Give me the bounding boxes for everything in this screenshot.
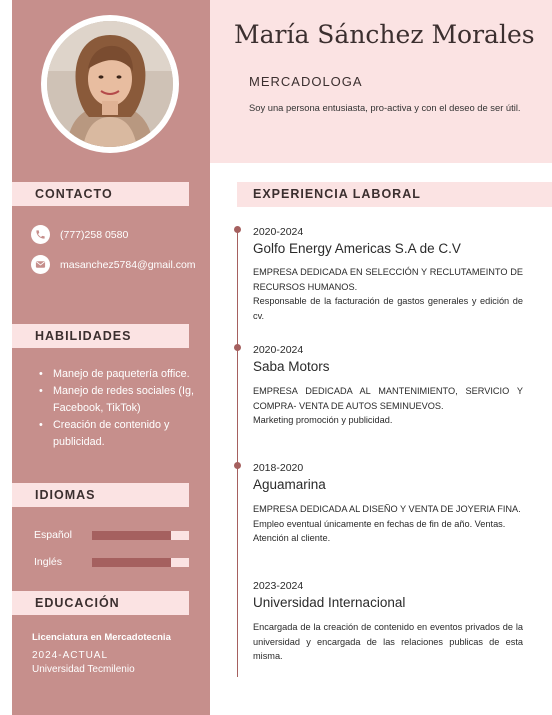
timeline-dot	[234, 462, 241, 469]
job-description	[253, 502, 523, 546]
job-years: 2023-2024	[253, 580, 304, 592]
education-degree: Licenciatura en Mercadotecnia	[32, 632, 171, 643]
timeline-dot	[234, 226, 241, 233]
job-company: Aguamarina	[253, 477, 326, 492]
profile-summary: Soy una persona entusiasta, pro-activa y con el deseo de ser útil.	[249, 102, 521, 113]
portrait-illustration	[47, 21, 173, 147]
education-years: 2024-ACTUAL	[32, 650, 109, 661]
job-description-line: EMPRESA DEDICADA EN SELECCIÓN Y RECLUTAMEINTO DE RECURSOS HUMANOS.	[253, 267, 523, 292]
language-level-fill	[92, 558, 171, 567]
contact-section-title: CONTACTO	[35, 187, 113, 201]
skill-item: • Creación de contenido y publicidad.	[39, 417, 199, 451]
experience-section-title: EXPERIENCIA LABORAL	[253, 187, 421, 201]
profile-photo	[47, 21, 173, 147]
full-name: María Sánchez Morales	[234, 20, 535, 49]
job-description-line: Encargada de la creación de contenido en eventos privados de la universidad y encargada de las relaciones publicas de esta misma.	[253, 622, 523, 662]
contact-phone[interactable]	[31, 225, 128, 244]
job-years: 2018-2020	[253, 462, 304, 474]
job-years: 2020-2024	[253, 344, 304, 356]
skills-section-title: HABILIDADES	[35, 329, 132, 343]
skills-list	[39, 366, 199, 451]
job-description	[253, 265, 523, 323]
job-description-line: Responsable de la facturación de gastos generales y edición de cv.	[253, 296, 523, 321]
language-level-bar	[92, 531, 189, 540]
contact-email[interactable]	[31, 255, 196, 274]
skill-item: • Manejo de redes sociales (Ig, Facebook, TikTok)	[39, 383, 199, 417]
phone-number: (777)258 0580	[60, 228, 129, 241]
job-description-line: EMPRESA DEDICADA AL MANTENIMIENTO, SERVICIO Y COMPRA- VENTA DE AUTOS SEMINUEVOS.	[253, 386, 523, 411]
email-address: masanchez5784@gmail.com	[60, 258, 196, 271]
job-company: Golfo Energy Americas S.A de C.V	[253, 241, 461, 256]
job-description-line: Empleo eventual únicamente en fechas de fin de año. Ventas.	[253, 518, 506, 529]
timeline-dot	[234, 344, 241, 351]
job-description	[253, 384, 523, 428]
skill-item: • Manejo de paquetería office.	[39, 366, 199, 383]
job-company: Saba Motors	[253, 359, 330, 374]
job-role: MERCADOLOGA	[249, 74, 363, 89]
language-level-bar	[92, 558, 189, 567]
job-company: Universidad Internacional	[253, 595, 406, 610]
language-name: Inglés	[34, 556, 63, 568]
timeline-line	[237, 229, 238, 677]
languages-section-title: IDIOMAS	[35, 488, 96, 502]
job-description	[253, 620, 523, 664]
job-description-line: Atención al cliente.	[253, 533, 331, 544]
mail-icon	[31, 255, 50, 274]
job-description-line: EMPRESA DEDICADA AL DISEÑO Y VENTA DE JOYERIA FINA.	[253, 504, 521, 514]
education-section-title: EDUCACIÓN	[35, 596, 120, 610]
language-name: Español	[34, 529, 72, 541]
job-description-line: Marketing promoción y publicidad.	[253, 415, 393, 426]
education-school: Universidad Tecmilenio	[32, 664, 135, 675]
language-level-fill	[92, 531, 171, 540]
job-years: 2020-2024	[253, 226, 304, 238]
phone-icon	[31, 225, 50, 244]
